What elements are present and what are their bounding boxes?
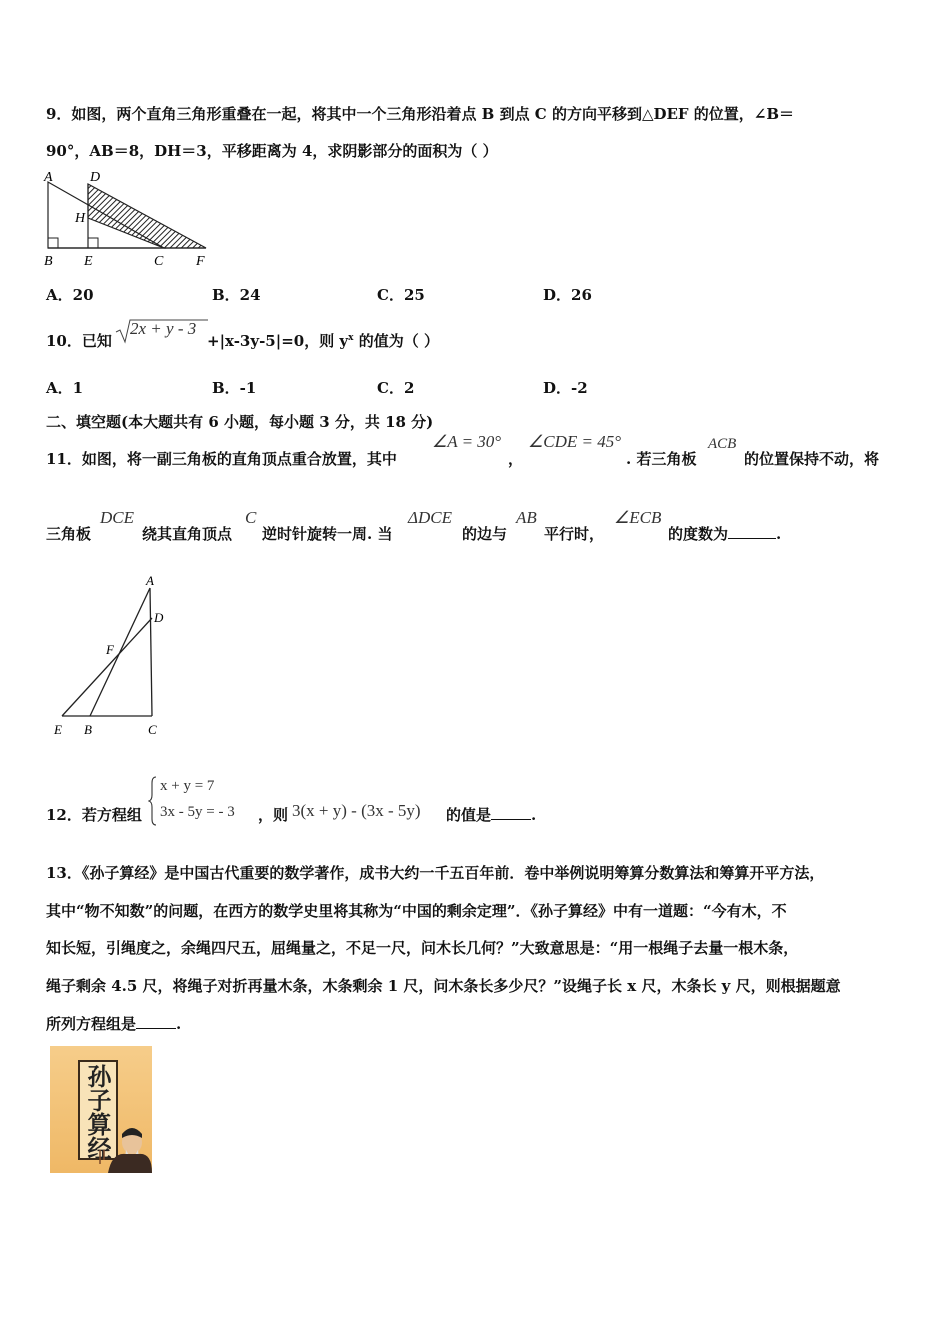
q9-option-b: B．24 bbox=[212, 286, 261, 304]
label-f2: F bbox=[106, 642, 114, 657]
q11-ab: AB bbox=[516, 508, 537, 527]
q11-angle-cde: ∠CDE = 45° bbox=[528, 432, 622, 451]
book-title: 孙子算经 bbox=[83, 1064, 111, 1160]
q12-answer-blank[interactable] bbox=[491, 805, 531, 820]
q13-line-2: 其中“物不知数”的问题，在西方的数学史里将其称为“中国的剩余定理”．《孙子算经》中有一道题：“今有木，不 bbox=[46, 902, 787, 920]
q12-mid: ，则 bbox=[258, 806, 289, 824]
q9-line1: 9．如图，两个直角三角形重叠在一起，将其中一个三角形沿着点 B 到点 C 的方向平移到△DEF 的位置，∠B＝ bbox=[46, 105, 795, 123]
label-e: E bbox=[84, 254, 93, 268]
q11-text-7: 逆时针旋转一周. 当 bbox=[262, 525, 393, 543]
q9-option-d: D．26 bbox=[543, 286, 592, 304]
q10-end: 的值为（ ） bbox=[353, 332, 439, 350]
q12-suffix: 的值是 bbox=[446, 806, 492, 824]
brace-icon bbox=[148, 775, 158, 827]
q10-condition bbox=[207, 330, 439, 351]
q11-figure bbox=[48, 574, 178, 740]
q10-prefix: 10．已知 bbox=[46, 332, 112, 350]
label-c2: C bbox=[148, 722, 157, 737]
q12-eq1: x + y = 7 bbox=[160, 778, 215, 794]
q10-option-d: D．-2 bbox=[543, 379, 588, 397]
q11-text-1: 11．如图，将一副三角板的直角顶点重合放置，其中 bbox=[46, 450, 397, 468]
q10-option-c: C．2 bbox=[377, 379, 415, 397]
q13-answer-blank[interactable] bbox=[136, 1014, 176, 1029]
q10-suffix: +|x-3y-5|=0，则 y bbox=[207, 332, 349, 350]
q11-answer-blank[interactable] bbox=[728, 524, 776, 539]
q13-line-5 bbox=[46, 1013, 181, 1034]
q10-option-b: B．-1 bbox=[212, 379, 257, 397]
book-cover-image bbox=[50, 1046, 152, 1173]
q13-period: . bbox=[176, 1015, 182, 1033]
q13-line-4: 绳子剩余 4.5 尺，将绳子对折再量木条，木条剩余 1 尺，问木条长多少尺？”设绳子长 x 尺，木条长 y 尺，则根据题意 bbox=[46, 977, 841, 995]
q13-line-3: 知长短，引绳度之，余绳四尺五，屈绳量之，不足一尺，问木长几何？”大致意思是：“用一根绳子去量一根木条， bbox=[46, 939, 799, 957]
q9-option-a: A．20 bbox=[46, 286, 94, 304]
q13-line-1: 13．《孙子算经》是中国古代重要的数学著作，成书大约一千五百年前．卷中举例说明筹算分数算法和筹算开平方法， bbox=[46, 864, 825, 882]
q11-text-10 bbox=[668, 523, 781, 544]
q11-comma: ， bbox=[508, 450, 524, 468]
q11-acb: ACB bbox=[708, 436, 737, 452]
q11-text-4: 的位置保持不动，将 bbox=[744, 450, 880, 468]
label-b2: B bbox=[84, 722, 92, 737]
q11-text-5: 三角板 bbox=[46, 525, 92, 543]
label-d2: D bbox=[154, 610, 164, 625]
q11-answer-prompt: 的度数为 bbox=[668, 525, 729, 543]
q12-expression: 3(x + y) - (3x - 5y) bbox=[292, 801, 421, 820]
label-h: H bbox=[75, 211, 86, 226]
q13-prompt: 所列方程组是 bbox=[46, 1015, 137, 1033]
label-e2: E bbox=[54, 722, 62, 737]
q11-angle-a: ∠A = 30° bbox=[432, 432, 502, 451]
label-d: D bbox=[90, 170, 101, 185]
q10-sup: x bbox=[348, 333, 354, 343]
q9-option-c: C．25 bbox=[377, 286, 425, 304]
q11-text-3: . 若三角板 bbox=[626, 450, 697, 468]
q12-prefix: 12．若方程组 bbox=[46, 806, 142, 824]
label-b: B bbox=[44, 254, 53, 268]
scholar-figure bbox=[50, 1046, 152, 1173]
q12-eq2: 3x - 5y = - 3 bbox=[160, 804, 235, 820]
q12-tail bbox=[446, 804, 536, 825]
q11-triangle-dce: ΔDCE bbox=[408, 508, 452, 527]
q11-text-8: 的边与 bbox=[462, 525, 508, 543]
q11-period: . bbox=[776, 525, 782, 543]
q9-figure bbox=[40, 168, 220, 268]
q10-option-a: A．1 bbox=[46, 379, 84, 397]
q11-angle-ecb: ∠ECB bbox=[614, 508, 662, 527]
label-f: F bbox=[196, 254, 205, 268]
q10-radicand: 2x + y - 3 bbox=[130, 319, 197, 338]
q12-period: . bbox=[531, 806, 537, 824]
q11-c: C bbox=[245, 508, 257, 527]
label-a: A bbox=[44, 170, 53, 185]
q11-dce: DCE bbox=[100, 508, 134, 527]
q9-line2: 90°，AB＝8，DH＝3，平移距离为 4，求阴影部分的面积为（ ） bbox=[46, 142, 498, 160]
shaded-region bbox=[88, 184, 206, 248]
q11-text-9: 平行时， bbox=[544, 525, 605, 543]
q11-text-6: 绕其直角顶点 bbox=[142, 525, 233, 543]
label-c: C bbox=[154, 254, 164, 268]
label-a2: A bbox=[146, 574, 154, 588]
section-heading: 二、填空题(本大题共有 6 小题，每小题 3 分，共 18 分) bbox=[46, 413, 434, 431]
q12-system bbox=[148, 775, 268, 827]
